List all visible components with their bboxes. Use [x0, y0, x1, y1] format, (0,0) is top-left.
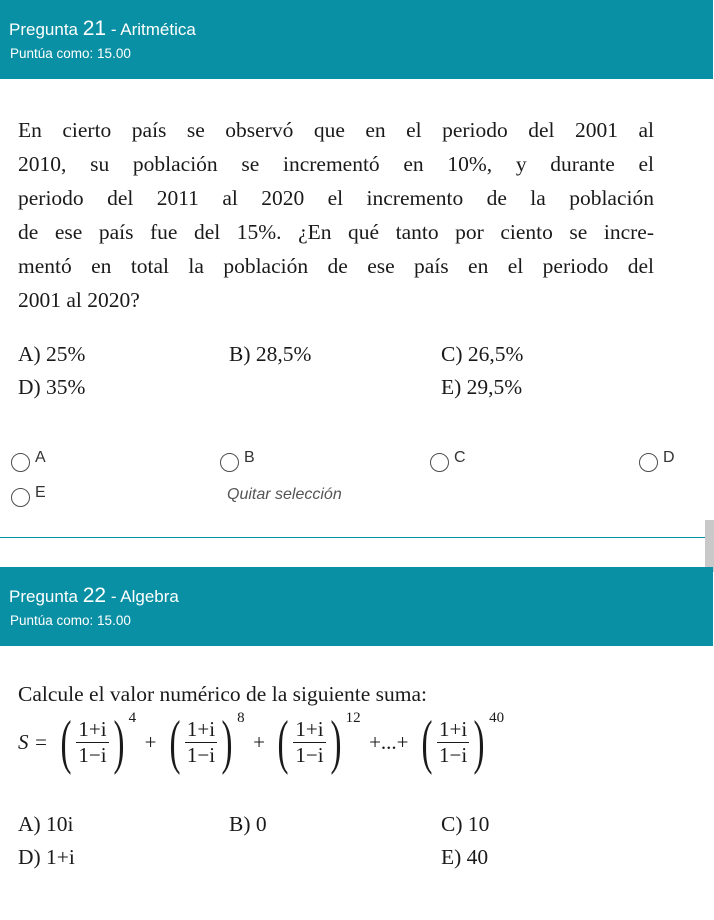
radio-label: E: [35, 483, 46, 501]
radio-circle-icon[interactable]: [220, 453, 239, 472]
formula-term: ( $\frac{1+i}{1-i}$ ) 4: [60, 709, 137, 775]
formula-term: ( $\frac{1+i}{1-i}$ ) 40: [421, 709, 505, 775]
radio-choice-a[interactable]: [11, 448, 46, 472]
answer-option-c: C) 26,5%: [441, 342, 524, 366]
stem-line: En cierto país se observó que en el periodo del 2001 al: [18, 118, 654, 142]
question-22-stem: Calcule el valor numérico de la siguiente suma:: [18, 682, 427, 706]
stem-line: de ese país fue del 15%. ¿En qué tanto por ciento se incre-: [18, 220, 654, 244]
question-21-score: Puntúa como: 15.00: [10, 46, 131, 61]
radio-choice-c[interactable]: [430, 448, 466, 472]
question-label: Pregunta: [9, 20, 78, 39]
fraction-numerator: 1+i: [78, 716, 107, 741]
radio-circle-icon[interactable]: [11, 453, 30, 472]
question-21-stem: [18, 113, 654, 317]
clear-selection-link[interactable]: Quitar selección: [227, 486, 342, 503]
question-number: 21: [82, 17, 107, 40]
question-number: 22: [82, 584, 107, 607]
radio-label: D: [663, 448, 675, 466]
fraction-numerator: 1+i: [186, 716, 216, 741]
ellipsis: +...+: [369, 729, 409, 754]
answer-option-b: B) 28,5%: [229, 342, 312, 366]
radio-choice-d[interactable]: [639, 448, 675, 472]
exponent: 12: [345, 710, 361, 726]
fraction-denominator: 1−i: [78, 742, 107, 767]
question-22-header: [0, 567, 713, 646]
question-22-title: [9, 584, 179, 608]
radio-label: A: [35, 448, 46, 466]
stem-line: mentó en total la población de ese país en el periodo del: [18, 254, 654, 278]
fraction-numerator: 1+i: [439, 716, 468, 741]
answer-option-e: E) 29,5%: [441, 375, 523, 399]
formula-term: ( $\frac{1+i}{1-i}$ ) 8: [169, 709, 245, 775]
answer-option-c: C) 10: [441, 812, 490, 836]
sum-formula: [18, 709, 505, 775]
radio-choice-b[interactable]: [220, 448, 255, 472]
stem-line: 2010, su población se incrementó en 10%, y durante el: [18, 152, 654, 176]
formula-term: ( $\frac{1+i}{1-i}$ ) 12: [277, 709, 361, 775]
exponent: 8: [237, 710, 245, 726]
scrollbar-thumb[interactable]: [705, 520, 714, 572]
fraction-denominator: 1−i: [295, 742, 324, 767]
radio-label: B: [244, 448, 255, 466]
question-divider: [0, 537, 714, 538]
radio-choice-e[interactable]: [11, 483, 46, 507]
question-label: Pregunta: [9, 587, 78, 606]
answer-option-a: A) 25%: [18, 342, 86, 366]
answer-option-d: D) 35%: [18, 375, 86, 399]
stem-line: periodo del 2011 al 2020 el incremento de la población: [18, 186, 654, 210]
radio-label: C: [454, 448, 466, 466]
plus-sign: +: [253, 729, 265, 754]
question-topic: - Aritmética: [110, 20, 196, 39]
fraction-numerator: 1+i: [295, 716, 324, 741]
stem-line: 2001 al 2020?: [18, 288, 140, 312]
question-22-score: Puntúa como: 15.00: [10, 613, 131, 628]
exponent: 40: [489, 710, 505, 726]
fraction-denominator: 1−i: [439, 742, 468, 767]
radio-circle-icon[interactable]: [11, 488, 30, 507]
question-topic: - Algebra: [110, 587, 179, 606]
answer-option-e: E) 40: [441, 845, 489, 869]
fraction-denominator: 1−i: [186, 742, 216, 767]
formula-lhs: S =: [18, 729, 48, 754]
answer-option-d: D) 1+i: [18, 845, 75, 869]
question-21-title: [9, 17, 196, 41]
answer-option-a: A) 10i: [18, 812, 74, 836]
plus-sign: +: [144, 729, 157, 754]
answer-option-b: B) 0: [229, 812, 267, 836]
radio-circle-icon[interactable]: [430, 453, 449, 472]
exponent: 4: [128, 710, 137, 726]
question-21-header: [0, 0, 713, 79]
radio-circle-icon[interactable]: [639, 453, 658, 472]
